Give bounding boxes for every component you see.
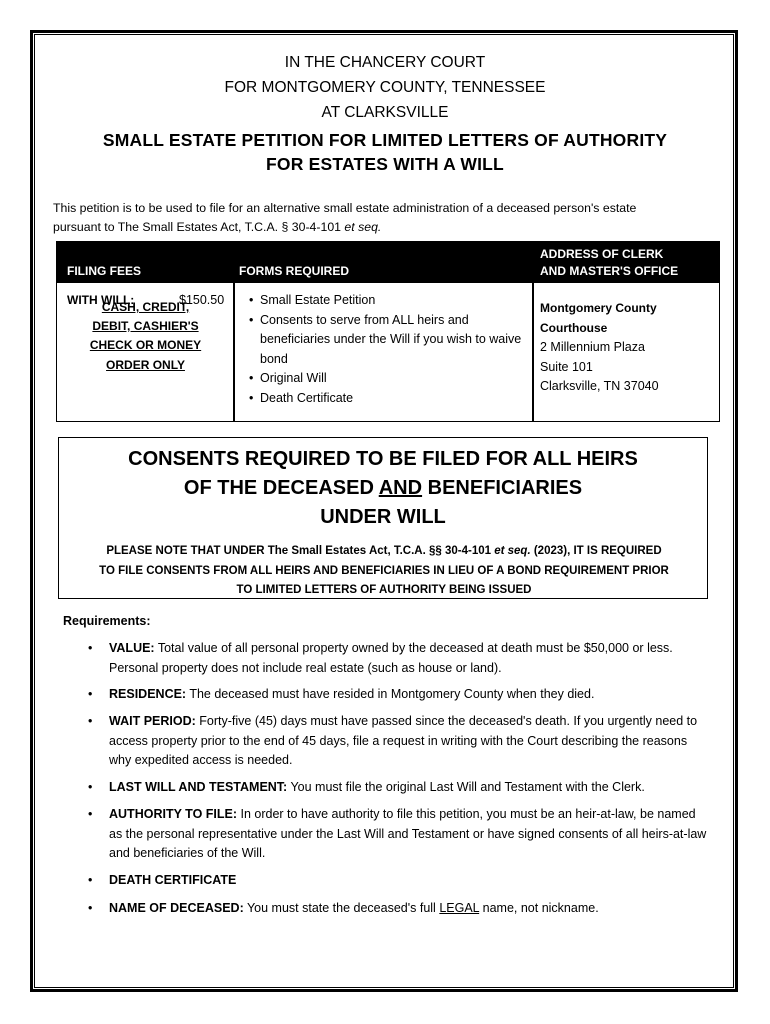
payment-methods <box>57 298 234 375</box>
clerk-address <box>540 299 718 397</box>
requirement-label: WAIT PERIOD: <box>109 714 196 728</box>
court-location: AT CLARKSVILLE <box>321 104 449 121</box>
intro-line2-text: pursuant to The Small Estates Act, T.C.A. § 30-4-101 <box>53 220 345 234</box>
requirement-text: Total value of all personal property owned by the deceased at death must be $50,000 or less. Personal property does not include real estate (such as house or land). <box>109 641 673 675</box>
bullet-icon: • <box>88 807 93 821</box>
requirement-item <box>88 639 708 678</box>
payment-line: ORDER ONLY <box>106 357 185 372</box>
address-suite: Suite 101 <box>540 359 593 374</box>
address-name-line1: Montgomery County <box>540 301 657 315</box>
header-filing-fees: FILING FEES <box>67 264 142 278</box>
requirement-text: Forty-five (45) days must have passed since the deceased's death. If you urgently need to access property prior to the end of 45 days, file a request in writing with the Court describing the reasons why expedited access is needed. <box>109 714 698 767</box>
requirement-text: name, not nickname. <box>479 901 599 915</box>
fee-label: WITH WILL: <box>67 293 135 307</box>
address-street: 2 Millennium Plaza <box>540 340 645 354</box>
form-title-line2: FOR ESTATES WITH A WILL <box>266 154 504 174</box>
consents-title-line1: CONSENTS REQUIRED TO BE FILED FOR ALL HEIRS <box>128 448 638 470</box>
consents-note-et-seq: et seq. <box>494 545 531 557</box>
requirement-item <box>88 899 708 919</box>
consents-title-text: BENEFICIARIES <box>422 477 583 499</box>
header-forms-required: FORMS REQUIRED <box>239 264 350 278</box>
form-item: • Death Certificate <box>249 389 529 409</box>
fees-table-header <box>57 242 719 283</box>
requirement-label: VALUE: <box>109 641 155 655</box>
header-address-line2: AND MASTER'S OFFICE <box>540 264 679 278</box>
bullet-icon: • <box>88 687 93 701</box>
bullet-icon: • <box>88 873 93 887</box>
consents-title-and: AND <box>378 477 423 499</box>
requirement-label: RESIDENCE: <box>109 687 187 701</box>
requirement-text: You must state the deceased's full <box>243 901 440 915</box>
requirement-item <box>88 778 708 798</box>
forms-list <box>249 291 529 408</box>
header-address-line1: ADDRESS OF CLERK <box>540 247 664 261</box>
requirements-heading: Requirements: <box>63 614 151 628</box>
consents-note-text: PLEASE NOTE THAT UNDER The Small Estates Act, T.C.A. §§ 30-4-101 <box>106 545 495 557</box>
requirement-label: DEATH CERTIFICATE <box>109 873 237 887</box>
bullet-icon: • <box>88 780 93 794</box>
payment-line: CASH, CREDIT, <box>101 300 190 314</box>
requirement-item <box>88 871 708 891</box>
consents-title-line2 <box>59 477 707 500</box>
requirement-legal: LEGAL <box>439 901 480 915</box>
consents-notice-box <box>58 437 708 599</box>
requirement-item <box>88 685 708 705</box>
bullet-icon: • <box>88 714 93 728</box>
requirement-label: LAST WILL AND TESTAMENT: <box>109 780 288 794</box>
payment-line: CHECK OR MONEY <box>89 338 202 353</box>
form-item: • Original Will <box>249 369 529 389</box>
address-name-line2: Courthouse <box>540 320 608 335</box>
address-city: Clarksville, TN 37040 <box>540 379 659 393</box>
intro-line1: This petition is to be used to file for an alternative small estate administration of a deceased person's estate <box>53 201 637 215</box>
requirement-label: AUTHORITY TO FILE: <box>109 807 238 821</box>
fee-amount: $150.50 <box>179 293 225 307</box>
consents-note <box>99 542 669 601</box>
intro-et-seq: et seq. <box>344 220 382 234</box>
requirement-item <box>88 805 708 864</box>
fees-table <box>56 241 720 422</box>
bullet-icon: • <box>88 641 93 655</box>
intro-text <box>53 199 723 237</box>
column-divider <box>532 283 534 422</box>
payment-line: DEBIT, CASHIER'S <box>92 319 199 334</box>
court-name: IN THE CHANCERY COURT <box>284 54 486 71</box>
form-item: • Small Estate Petition <box>249 291 529 311</box>
requirement-item <box>88 712 708 771</box>
form-item: • Consents to serve from ALL heirs and beneficiaries under the Will if you wish to waive bond <box>249 311 529 370</box>
requirement-text: The deceased must have resided in Montgomery County when they died. <box>186 687 595 701</box>
intro-line2 <box>53 218 723 237</box>
requirement-label: NAME OF DECEASED: <box>109 901 244 915</box>
requirement-text: You must file the original Last Will and Testament with the Clerk. <box>287 780 645 794</box>
form-title-line1: SMALL ESTATE PETITION FOR LIMITED LETTERS OF AUTHORITY <box>102 130 668 150</box>
consents-title-line3: UNDER WILL <box>320 506 446 528</box>
consents-title-text: OF THE DECEASED <box>183 477 379 499</box>
consents-note-text: (2023), IT IS REQUIRED TO FILE CONSENTS FROM ALL HEIRS AND BENEFICIARIES IN LIEU OF A BOND REQUIREMENT PRIOR TO LIMITED LETTERS OF AUTHORITY BEING ISSUED <box>99 545 669 596</box>
bullet-icon: • <box>88 901 93 915</box>
requirement-text: In order to have authority to file this petition, you must be an heir-at-law, be named as the personal representative under the Last Will and Testament or have signed consents of all heirs-at-law and beneficiaries of the Will. <box>109 807 707 860</box>
court-county: FOR MONTGOMERY COUNTY, TENNESSEE <box>224 79 546 96</box>
